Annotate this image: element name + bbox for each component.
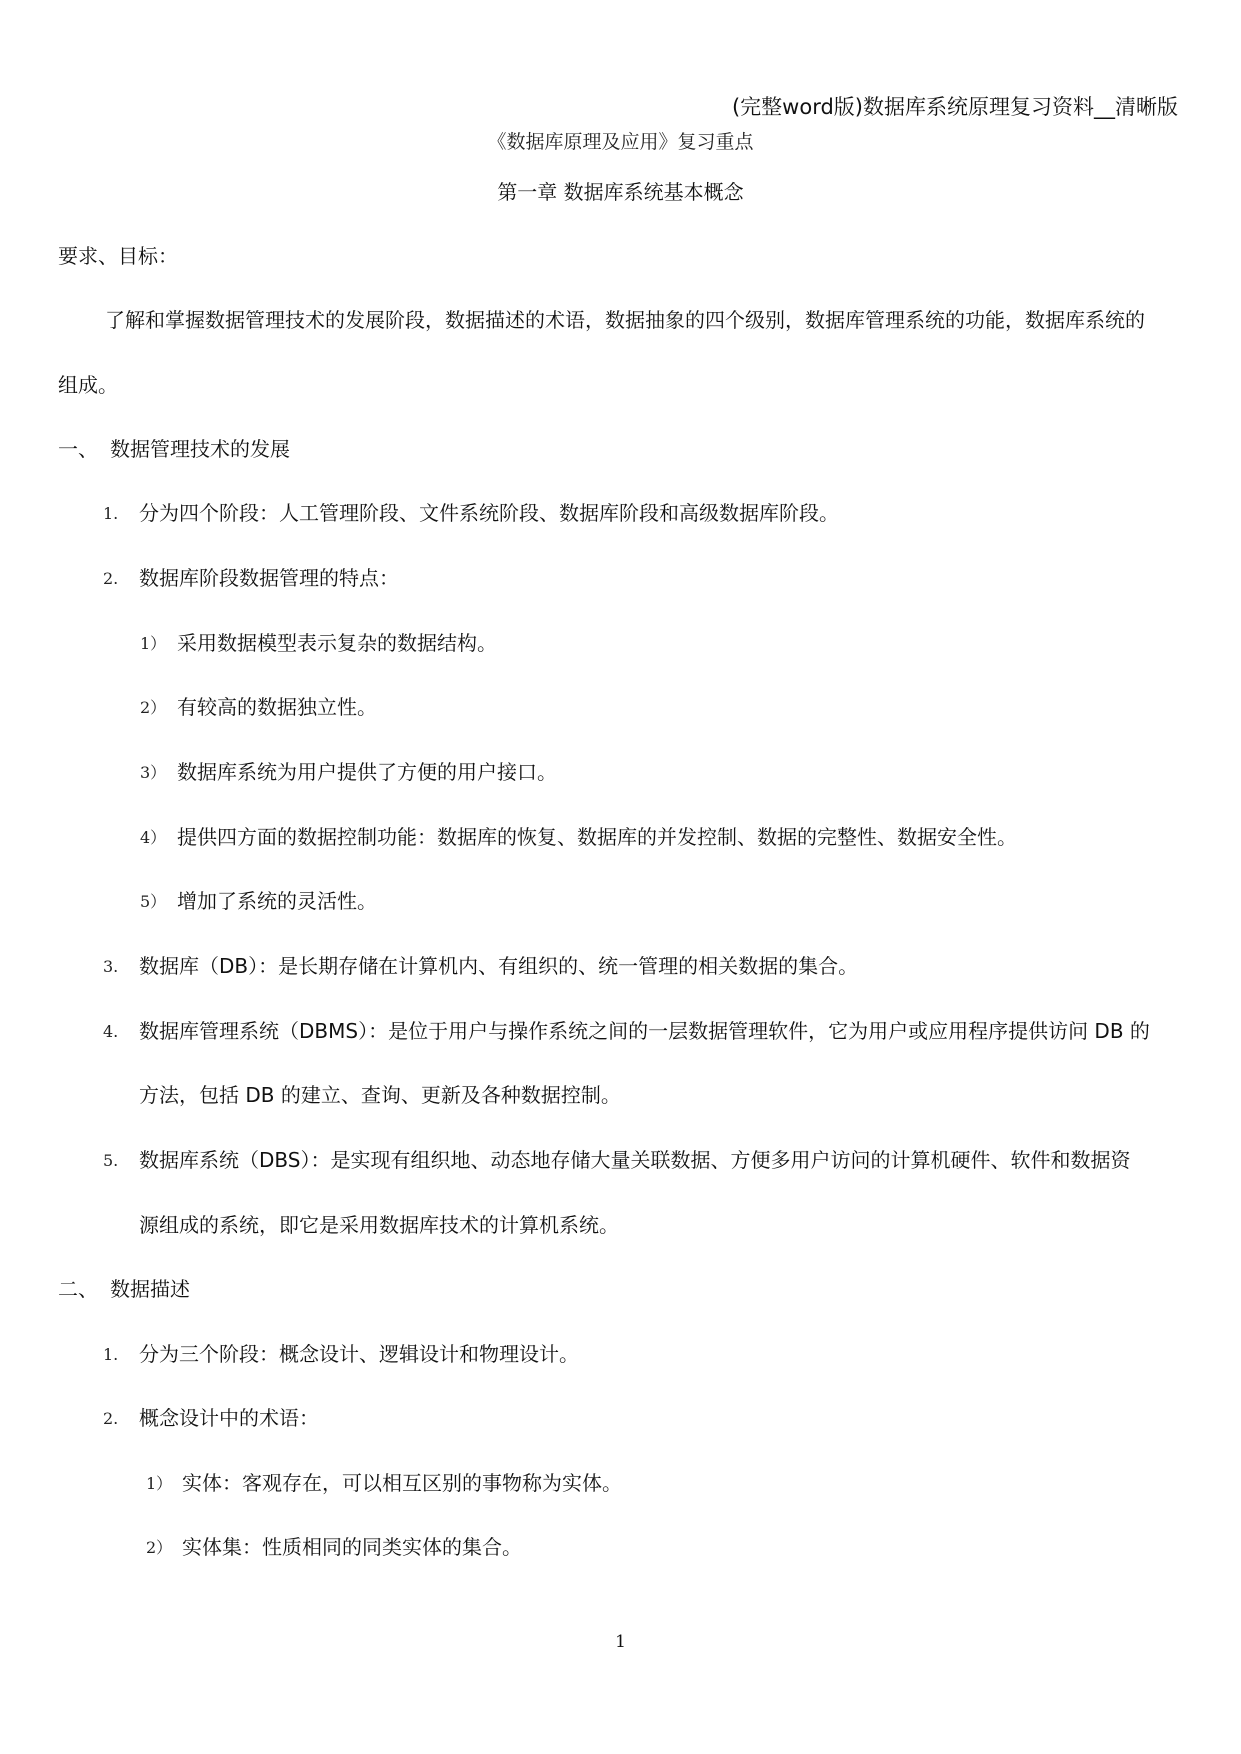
section2-subitem2-number: 2） (146, 1538, 173, 1557)
document-header-title: (完整word版)数据库系统原理复习资料__清晰版 (731, 95, 1178, 119)
section1-subitem5-text: 增加了系统的灵活性。 (177, 889, 377, 913)
section1-subitem2-text: 有较高的数据独立性。 (177, 695, 377, 719)
document-title: 《数据库原理及应用》复习重点 (487, 131, 754, 153)
section1-item4-continuation: 方法，包括 DB 的建立、查询、更新及各种数据控制。 (139, 1083, 621, 1107)
section1-subitem2-number: 2） (140, 698, 167, 717)
section1-item3-text: 数据库（DB）：是长期存储在计算机内、有组织的、统一管理的相关数据的集合。 (139, 954, 859, 978)
section1-subitem4-text: 提供四方面的数据控制功能：数据库的恢复、数据库的并发控制、数据的完整性、数据安全性。 (177, 825, 1017, 849)
section1-subitem5-number: 5） (140, 892, 167, 911)
section1-item2-number: 2. (103, 569, 119, 588)
section2-item1-number: 1. (103, 1345, 119, 1364)
section1-item5-number: 5. (103, 1151, 119, 1170)
section1-item1-number: 1. (103, 504, 119, 523)
section1-heading: 数据管理技术的发展 (110, 437, 290, 461)
requirements-text-line1: 了解和掌握数据管理技术的发展阶段，数据描述的术语，数据抽象的四个级别，数据库管理系统的功能，数据库系统的 (105, 308, 1145, 332)
section1-item3-number: 3. (103, 957, 119, 976)
section1-item1-text: 分为四个阶段：人工管理阶段、文件系统阶段、数据库阶段和高级数据库阶段。 (139, 501, 839, 525)
section1-subitem3-text: 数据库系统为用户提供了方便的用户接口。 (177, 760, 557, 784)
section1-subitem1-text: 采用数据模型表示复杂的数据结构。 (177, 631, 497, 655)
section2-heading: 数据描述 (110, 1277, 190, 1301)
section1-subitem4-number: 4） (140, 828, 167, 847)
section2-item1-text: 分为三个阶段：概念设计、逻辑设计和物理设计。 (139, 1342, 579, 1366)
section1-subitem1-number: 1） (140, 634, 167, 653)
section1-item4-number: 4. (103, 1022, 119, 1041)
page-number: 1 (615, 1632, 626, 1652)
section1-item5-text: 数据库系统（DBS）：是实现有组织地、动态地存储大量关联数据、方便多用户访问的计算机硬件、软件和数据资 (139, 1148, 1131, 1172)
chapter-heading: 第一章 数据库系统基本概念 (497, 180, 744, 204)
section1-subitem3-number: 3） (140, 763, 167, 782)
section1-item5-continuation: 源组成的系统，即它是采用数据库技术的计算机系统。 (139, 1213, 619, 1237)
section2-item2-number: 2. (103, 1409, 119, 1428)
requirements-text-line2: 组成。 (58, 373, 118, 397)
section2-subitem2-text: 实体集：性质相同的同类实体的集合。 (182, 1535, 522, 1559)
section1-item4-text: 数据库管理系统（DBMS）：是位于用户与操作系统之间的一层数据管理软件，它为用户或应用程序提供访问 DB 的 (139, 1019, 1150, 1043)
requirements-label: 要求、目标： (58, 244, 178, 268)
section2-number: 二、 (58, 1277, 98, 1301)
section1-item2-text: 数据库阶段数据管理的特点： (139, 566, 399, 590)
section1-number: 一、 (58, 437, 98, 461)
section2-item2-text: 概念设计中的术语： (139, 1406, 319, 1430)
section2-subitem1-number: 1） (146, 1474, 173, 1493)
section2-subitem1-text: 实体：客观存在，可以相互区别的事物称为实体。 (182, 1471, 622, 1495)
